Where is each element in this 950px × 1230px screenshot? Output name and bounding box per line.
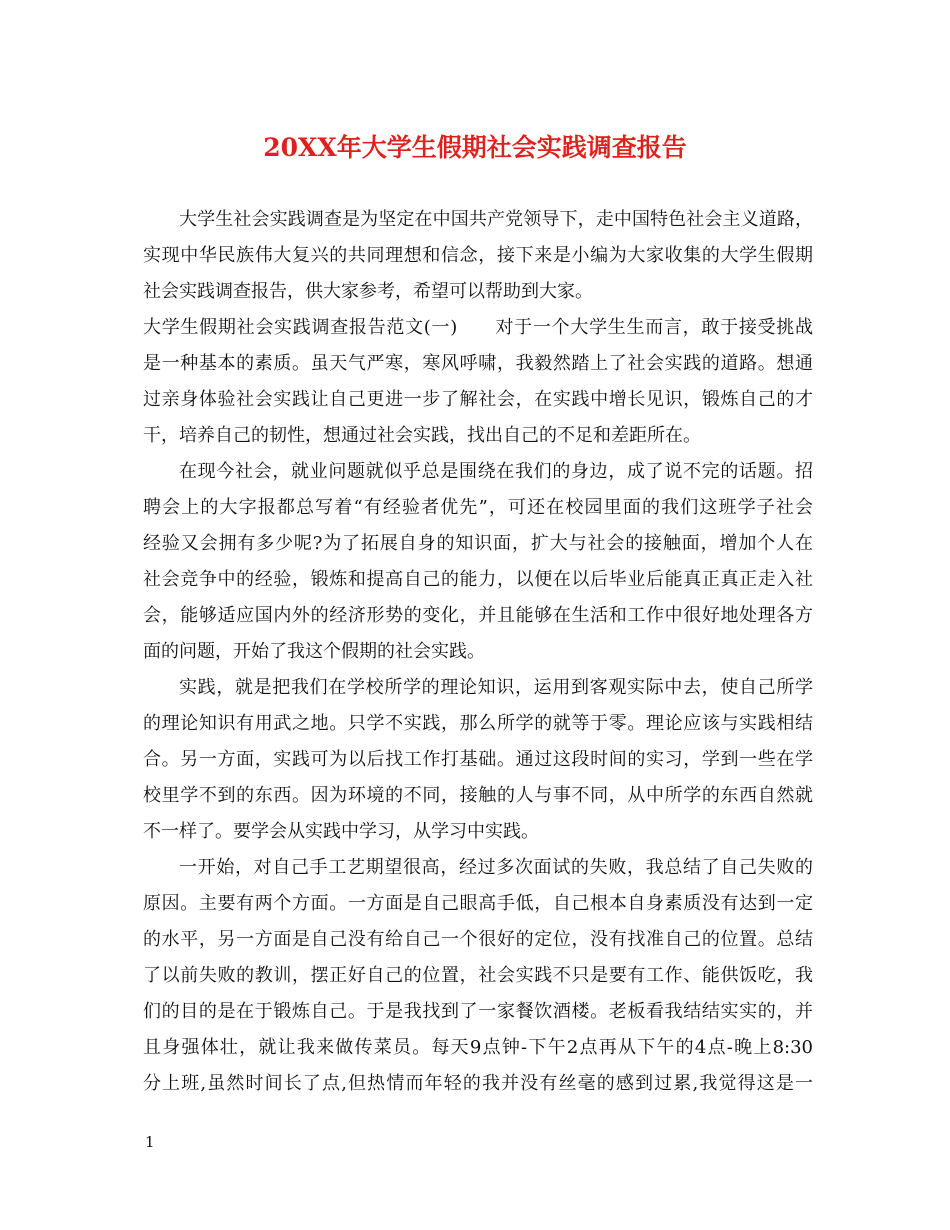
body-line: 分上班,虽然时间长了点,但热情而年轻的我并没有丝毫的感到过累,我觉得这是一 [143, 1073, 813, 1094]
body-line: 大学生社会实践调查是为坚定在中国共产党领导下，走中国特色社会主义道路， [179, 209, 813, 230]
body-line: 经验又会拥有多少呢?为了拓展自身的知识面，扩大与社会的接触面，增加个人在 [143, 533, 813, 554]
page-number: 1 [145, 1133, 155, 1151]
body-line: 一开始，对自己手工艺期望很高，经过多次面试的失败，我总结了自己失败的 [179, 857, 813, 878]
body-line: 的理论知识有用武之地。只学不实践，那么所学的就等于零。理论应该与实践相结 [143, 713, 813, 734]
body-line: 过亲身体验社会实践让自己更进一步了解社会，在实践中增长见识，锻炼自己的才 [143, 389, 813, 410]
body-line: 会，能够适应国内外的经济形势的变化，并且能够在生活和工作中很好地处理各方 [143, 605, 813, 626]
body-line: 是一种基本的素质。虽天气严寒，寒风呼啸，我毅然踏上了社会实践的道路。想通 [143, 353, 813, 374]
body-line: 不一样了。要学会从实践中学习，从学习中实践。 [143, 821, 539, 842]
body-line: 的水平，另一方面是自己没有给自己一个很好的定位，没有找准自己的位置。总结 [143, 929, 813, 950]
body-line: 干，培养自己的韧性，想通过社会实践，找出自己的不足和差距所在。 [143, 425, 701, 446]
body-line: 了以前失败的教训，摆正好自己的位置，社会实践不只是要有工作、能供饭吃，我 [143, 965, 813, 986]
body-line: 面的问题，开始了我这个假期的社会实践。 [143, 641, 485, 662]
body-line: 们的目的是在于锻炼自己。于是我找到了一家餐饮酒楼。老板看我结结实实的，并 [143, 1001, 813, 1022]
body-line: 实践，就是把我们在学校所学的理论知识，运用到客观实际中去，使自己所学 [179, 677, 813, 698]
body-line: 校里学不到的东西。因为环境的不同，接触的人与事不同，从中所学的东西自然就 [143, 785, 813, 806]
document-title: 20XX年大学生假期社会实践调查报告 [263, 133, 687, 162]
body-line: 聘会上的大字报都总写着“有经验者优先”，可还在校园里面的我们这班学子社会 [143, 497, 813, 518]
document-body [143, 202, 813, 1102]
body-line: 大学生假期社会实践调查报告范文(一) 对于一个大学生生而言，敢于接受挑战 [143, 317, 813, 338]
body-line: 且身强体壮，就让我来做传菜员。每天9点钟-下午2点再从下午的4点-晚上8:30 [143, 1037, 813, 1058]
body-line: 合。另一方面，实践可为以后找工作打基础。通过这段时间的实习，学到一些在学 [143, 749, 813, 770]
body-line: 社会实践调查报告，供大家参考，希望可以帮助到大家。 [143, 281, 593, 302]
body-line: 实现中华民族伟大复兴的共同理想和信念，接下来是小编为大家收集的大学生假期 [143, 245, 813, 266]
body-line: 社会竞争中的经验，锻炼和提高自己的能力，以便在以后毕业后能真正真正走入社 [143, 569, 813, 590]
body-line: 原因。主要有两个方面。一方面是自己眼高手低，自己根本自身素质没有达到一定 [143, 893, 813, 914]
body-line: 在现今社会，就业问题就似乎总是围绕在我们的身边，成了说不完的话题。招 [179, 461, 813, 482]
